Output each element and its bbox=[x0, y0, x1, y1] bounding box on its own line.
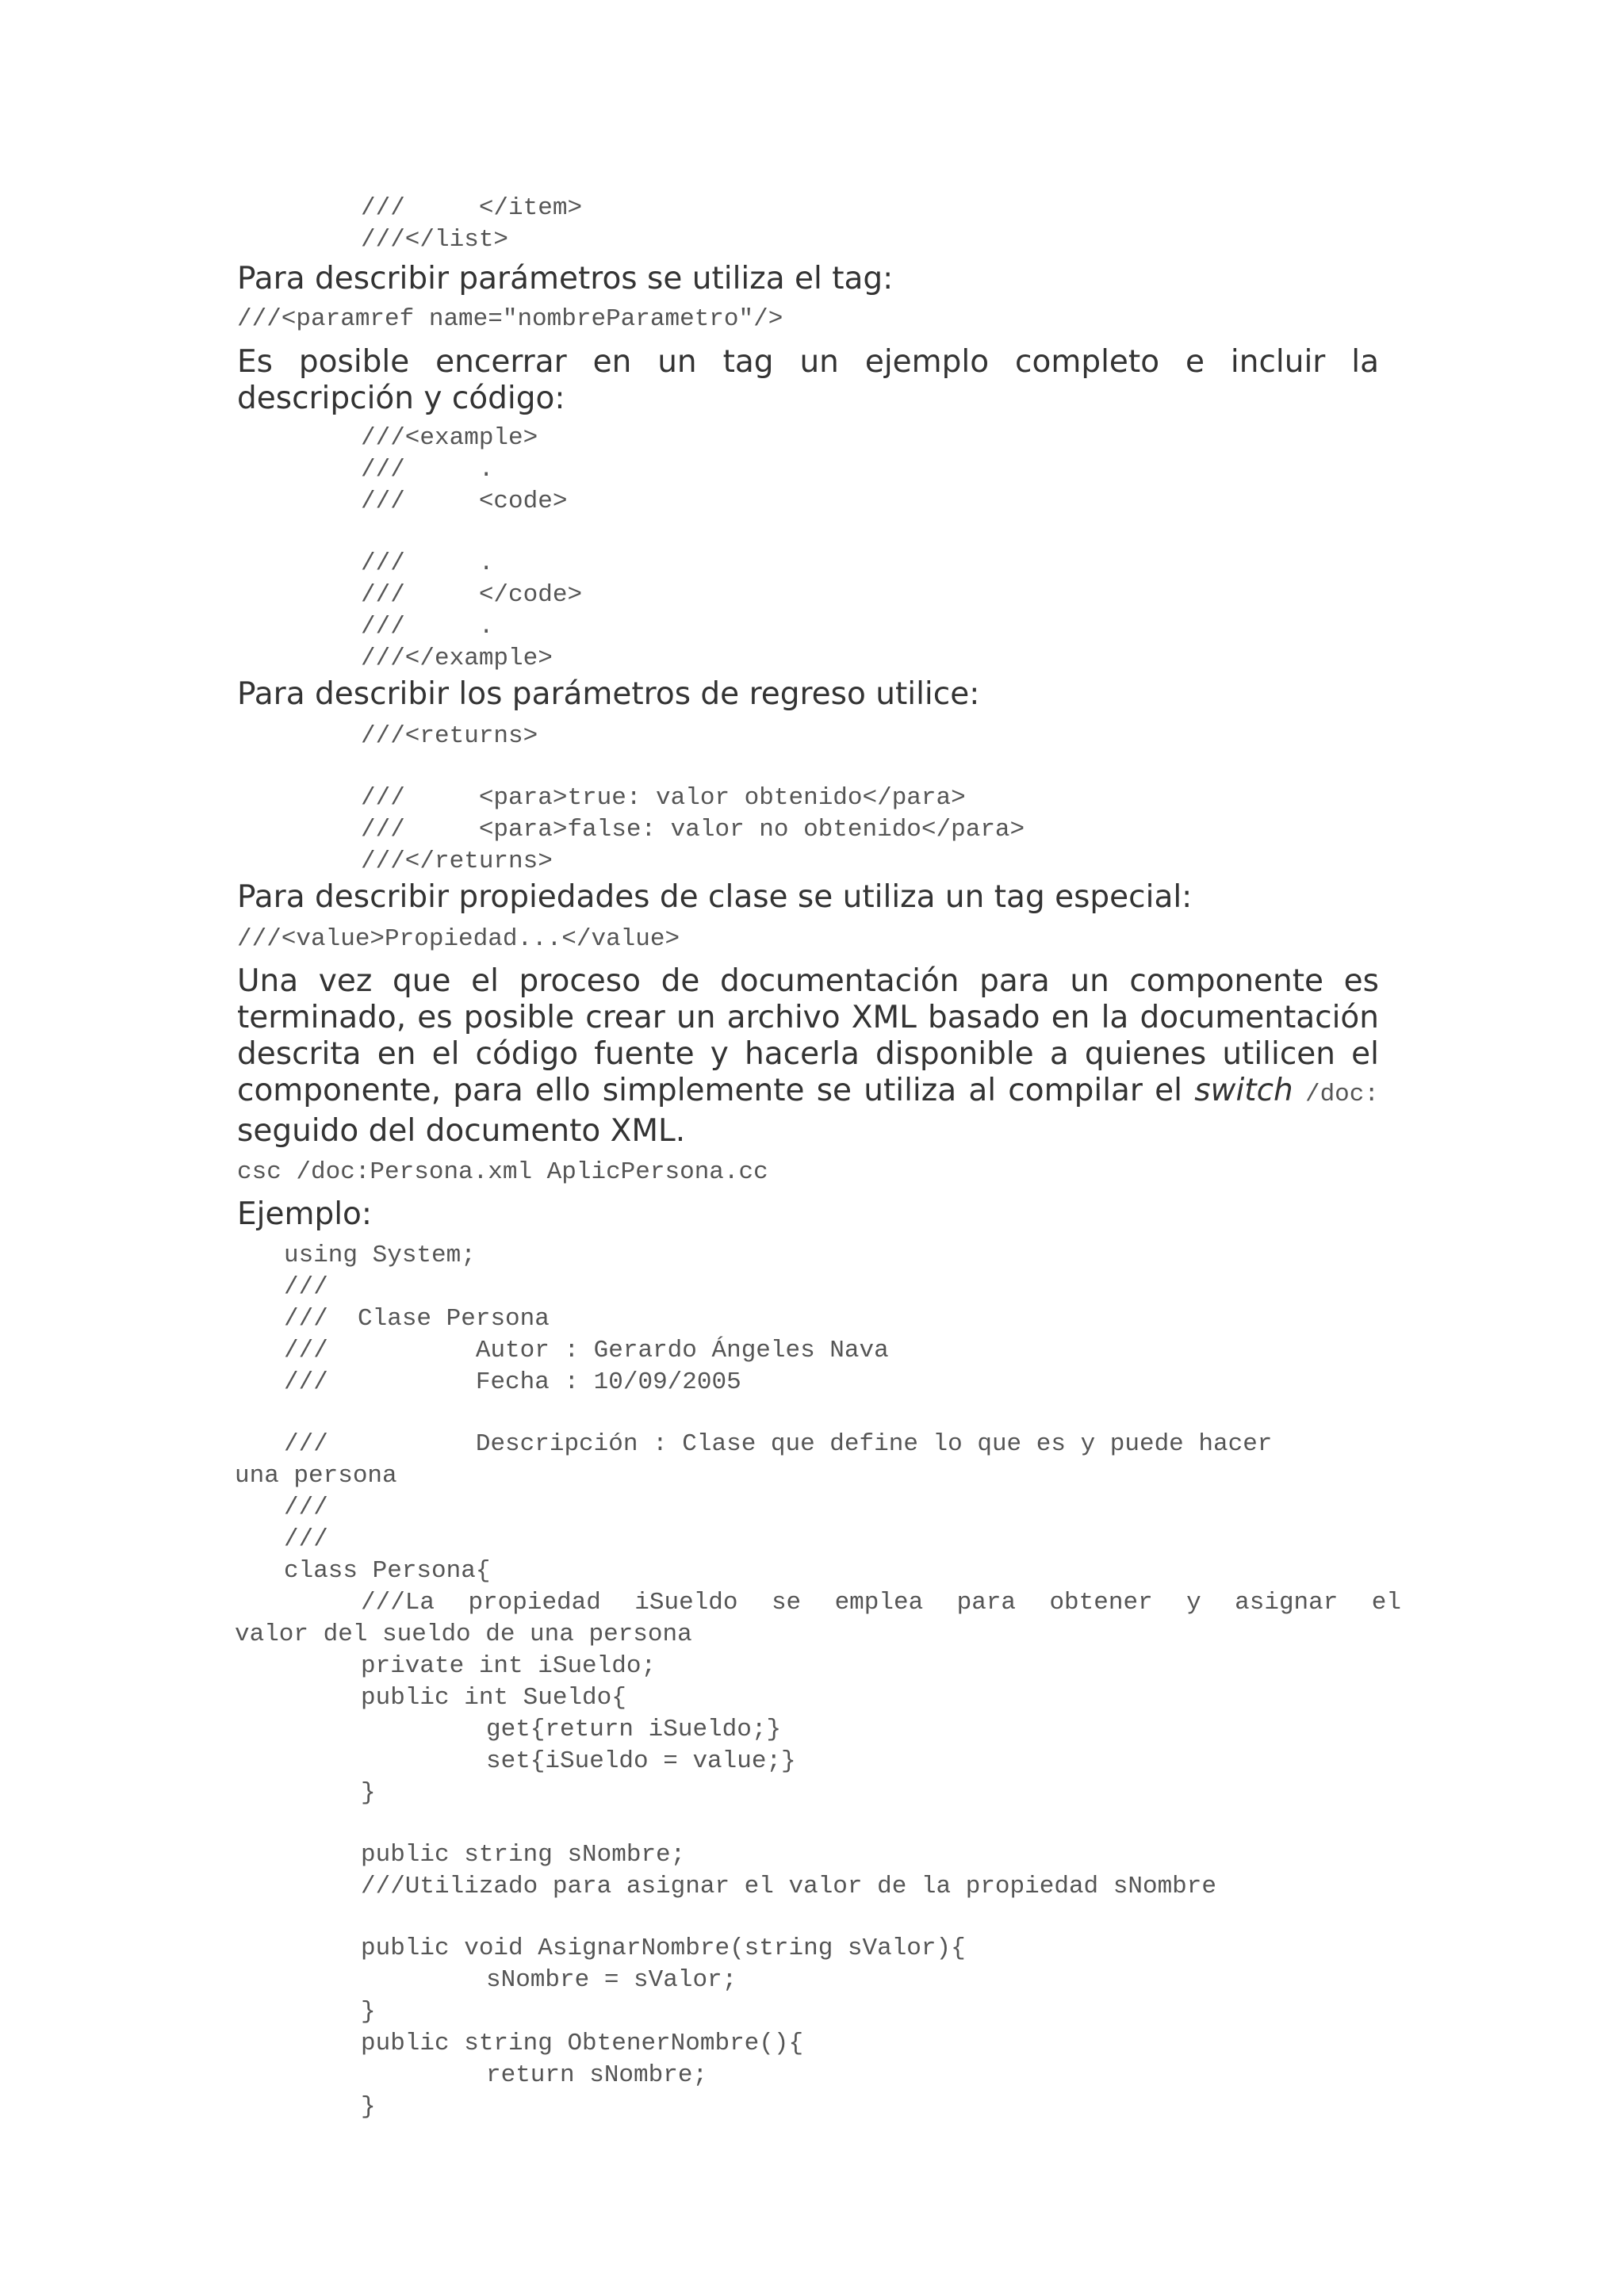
code-line: /// bbox=[284, 1525, 328, 1553]
code-line: ///</list> bbox=[361, 226, 509, 254]
code-paramref: ///<paramref name="nombreParametro"/> bbox=[237, 305, 783, 333]
code-line: } bbox=[361, 2093, 376, 2121]
paragraph-text-end: seguido del documento XML. bbox=[237, 1113, 686, 1149]
code-line: ///Utilizado para asignar el valor de la propiedad sNombre bbox=[361, 1873, 1216, 1900]
code-line: public int Sueldo{ bbox=[361, 1684, 626, 1712]
code-line: una persona bbox=[235, 1462, 397, 1490]
paragraph-properties: Para describir propiedades de clase se utiliza un tag especial: bbox=[237, 879, 1193, 915]
paragraph-ejemplo: Ejemplo: bbox=[237, 1196, 373, 1232]
code-line: return sNombre; bbox=[486, 2061, 708, 2089]
code-line: public string ObtenerNombre(){ bbox=[361, 2030, 804, 2057]
code-line: ///</returns> bbox=[361, 848, 553, 875]
paragraph-doc-switch bbox=[237, 963, 1379, 1150]
code-line: /// . bbox=[361, 456, 494, 484]
code-line: /// Descripción : Clase que define lo que es y puede hacer bbox=[284, 1430, 1273, 1458]
paragraph-returns: Para describir los parámetros de regreso utilice: bbox=[237, 676, 980, 712]
code-line: /// bbox=[284, 1494, 328, 1521]
code-line: /// bbox=[284, 1273, 328, 1301]
code-line: /// . bbox=[361, 549, 494, 577]
code-line: ///La propiedad iSueldo se emplea para obtener y asignar el bbox=[361, 1589, 1401, 1617]
code-csc: csc /doc:Persona.xml AplicPersona.cc bbox=[237, 1158, 768, 1186]
code-line: using System; bbox=[284, 1242, 476, 1269]
code-line: ///<returns> bbox=[361, 722, 538, 750]
code-line: } bbox=[361, 1998, 376, 2026]
code-line: public void AsignarNombre(string sValor){ bbox=[361, 1934, 966, 1962]
paragraph-text: Una vez que el proceso de documentación para un componente es terminado, es posible crear un archivo XML basado en la documentación descrita en el código fuente y hacerla disponible a quienes utilicen el componente, para ello simplemente se utiliza al compilar el bbox=[237, 963, 1379, 1108]
code-line: /// </item> bbox=[361, 194, 583, 222]
code-line: /// </code> bbox=[361, 581, 583, 609]
code-line: get{return iSueldo;} bbox=[486, 1716, 782, 1743]
code-line: /// <para>false: valor no obtenido</para> bbox=[361, 816, 1025, 844]
paragraph-example: Es posible encerrar en un tag un ejemplo completo e incluir la descripción y código: bbox=[237, 344, 1379, 416]
code-line: /// Autor : Gerardo Ángeles Nava bbox=[284, 1337, 889, 1364]
code-line: /// . bbox=[361, 613, 494, 641]
code-line: public string sNombre; bbox=[361, 1841, 686, 1869]
code-line: private int iSueldo; bbox=[361, 1652, 657, 1680]
code-line: /// <para>true: valor obtenido</para> bbox=[361, 784, 966, 812]
code-line: class Persona{ bbox=[284, 1557, 491, 1585]
paragraph-params: Para describir parámetros se utiliza el tag: bbox=[237, 261, 894, 297]
doc-switch-code: /doc: bbox=[1304, 1081, 1379, 1108]
code-line: } bbox=[361, 1779, 376, 1807]
code-line: sNombre = sValor; bbox=[486, 1966, 737, 1994]
code-line: /// <code> bbox=[361, 488, 568, 515]
code-line: ///<example> bbox=[361, 424, 538, 452]
code-line: /// Fecha : 10/09/2005 bbox=[284, 1368, 741, 1396]
code-line: ///</example> bbox=[361, 645, 553, 672]
switch-word: switch bbox=[1194, 1073, 1293, 1108]
code-line: set{iSueldo = value;} bbox=[486, 1747, 796, 1775]
code-value: ///<value>Propiedad...</value> bbox=[237, 925, 680, 953]
code-line: /// Clase Persona bbox=[284, 1305, 550, 1333]
code-line: valor del sueldo de una persona bbox=[235, 1621, 692, 1648]
